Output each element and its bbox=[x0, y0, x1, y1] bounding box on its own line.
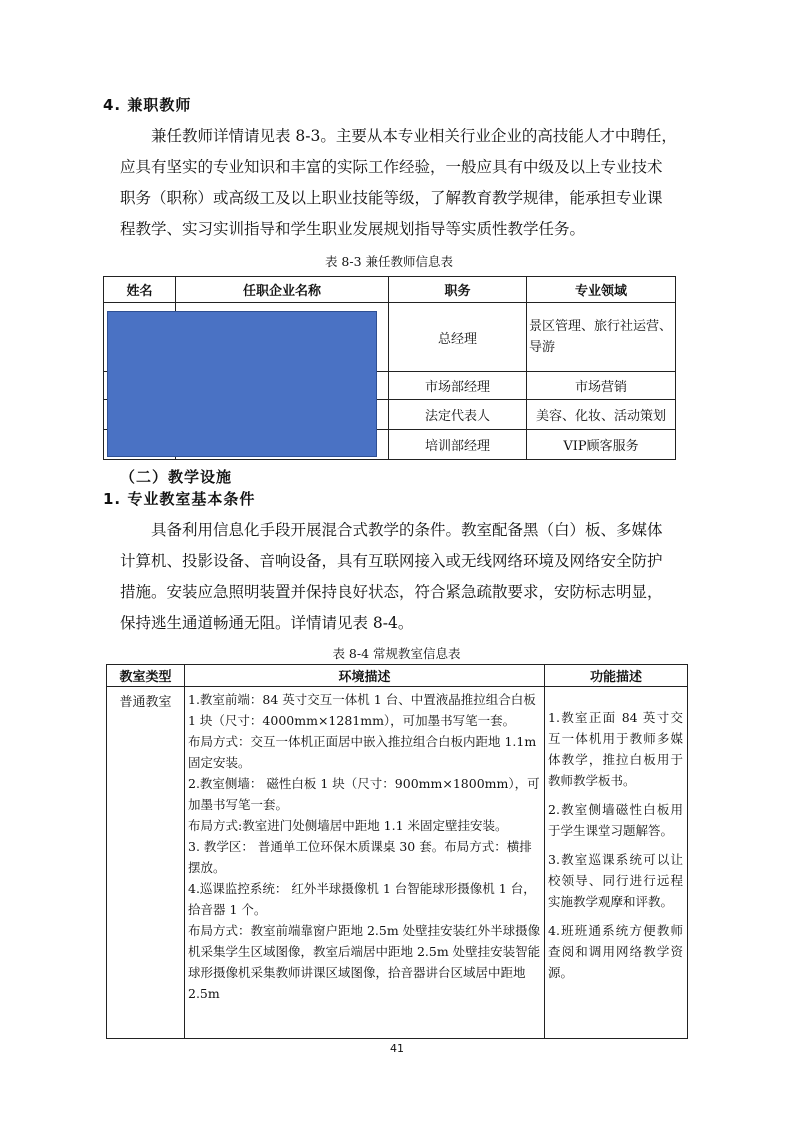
section-heading-teaching-facilities: （二）教学设施 bbox=[120, 468, 233, 486]
cell-position: 总经理 bbox=[389, 303, 527, 372]
paragraph-line: 措施。安装应急照明装置并保持良好状态，符合紧急疏散要求，安防标志明显， bbox=[120, 583, 663, 601]
env-item: 2.教室侧墙： 磁性白板 1 块（尺寸：900mm×1800mm），可加墨书写笔一套。 bbox=[188, 776, 540, 812]
section-heading-part-time-teachers: 4. 兼职教师 bbox=[103, 96, 192, 114]
env-item: 3. 教学区： 普通单工位环保木质课桌 30 套。布局方式：横排摆放。 bbox=[188, 839, 532, 875]
page-number: 41 bbox=[390, 1042, 404, 1055]
cell-position: 培训部经理 bbox=[389, 430, 527, 460]
paragraph-line: 保持逃生通道畅通无阻。详情请见表 8-4。 bbox=[120, 614, 414, 632]
table-row bbox=[107, 687, 688, 1039]
paragraph-line: 应具有坚实的专业知识和丰富的实际工作经验，一般应具有中级及以上专业技术 bbox=[120, 158, 663, 176]
cell-position: 法定代表人 bbox=[389, 400, 527, 430]
col-header-room-type: 教室类型 bbox=[107, 665, 185, 687]
redaction-block bbox=[107, 311, 377, 457]
table-8-3-caption: 表 8-3 兼任教师信息表 bbox=[324, 254, 454, 269]
cell-field: 美容、化妆、活动策划 bbox=[527, 400, 676, 430]
func-item: 2.教室侧墙磁性白板用于学生课堂习题解答。 bbox=[548, 802, 683, 838]
cell-function bbox=[545, 687, 688, 1039]
col-header-field: 专业领域 bbox=[527, 277, 676, 303]
cell-room-type: 普通教室 bbox=[107, 687, 185, 1039]
col-header-position: 职务 bbox=[389, 277, 527, 303]
func-item: 1.教室正面 84 英寸交互一体机用于教师多媒体教学，推拉白板用于教师教学板书。 bbox=[548, 710, 683, 788]
env-item: 布局方式:教室进门处侧墙居中距地 1.1 米固定壁挂安装。 bbox=[188, 818, 508, 833]
col-header-name: 姓名 bbox=[104, 277, 176, 303]
table-8-4-caption: 表 8-4 常规教室信息表 bbox=[332, 646, 461, 661]
part-time-teachers-paragraph bbox=[120, 121, 680, 245]
paragraph-line: 职务（职称）或高级工及以上职业技能等级，了解教育教学规律，能承担专业课 bbox=[120, 189, 663, 207]
cell-field: 市场营销 bbox=[527, 372, 676, 400]
env-item: 布局方式：交互一体机正面居中嵌入推拉组合白板内距地 1.1m 固定安装。 bbox=[188, 734, 537, 770]
col-header-environment: 环境描述 bbox=[185, 665, 545, 687]
cell-position: 市场部经理 bbox=[389, 372, 527, 400]
cell-field: 景区管理、旅行社运营、导游 bbox=[527, 303, 676, 372]
col-header-company: 任职企业名称 bbox=[176, 277, 389, 303]
cell-field: VIP顾客服务 bbox=[527, 430, 676, 460]
paragraph-line: 计算机、投影设备、音响设备，具有互联网接入或无线网络环境及网络安全防护 bbox=[120, 552, 663, 570]
paragraph-line: 具备利用信息化手段开展混合式教学的条件。教室配备黑（白）板、多媒体 bbox=[151, 521, 663, 539]
func-item: 3.教室巡课系统可以让校领导、同行进行远程实施教学观摩和评教。 bbox=[548, 852, 683, 909]
env-item: 4.巡课监控系统： 红外半球摄像机 1 台智能球形摄像机 1 台，拾音器 1 个。 bbox=[188, 881, 536, 917]
classroom-conditions-paragraph bbox=[120, 515, 680, 639]
paragraph-line: 兼任教师详情请见表 8-3。主要从本专业相关行业企业的高技能人才中聘任， bbox=[151, 127, 677, 145]
table-header-row bbox=[107, 665, 688, 687]
col-header-function: 功能描述 bbox=[545, 665, 688, 687]
paragraph-line: 程教学、实习实训指导和学生职业发展规划指导等实质性教学任务。 bbox=[120, 220, 586, 238]
classroom-info-table bbox=[106, 664, 688, 1039]
section-heading-classroom-conditions: 1. 专业教室基本条件 bbox=[103, 490, 256, 508]
env-item: 布局方式：教室前端靠窗户距地 2.5m 处壁挂安装红外半球摄像机采集学生区域图像，教室后端居中距地 2.5m 处壁挂安装智能球形摄像机采集教师讲课区域图像，拾音器讲台区域居中距地 2.5m bbox=[188, 923, 541, 1001]
env-item: 1.教室前端：84 英寸交互一体机 1 台、中置液晶推拉组合白板 1 块（尺寸：4000mm×1281mm），可加墨书写笔一套。 bbox=[188, 692, 536, 728]
table-header-row bbox=[104, 277, 676, 303]
cell-environment bbox=[185, 687, 545, 1039]
func-item: 4.班班通系统方便教师查阅和调用网络教学资源。 bbox=[548, 923, 683, 980]
